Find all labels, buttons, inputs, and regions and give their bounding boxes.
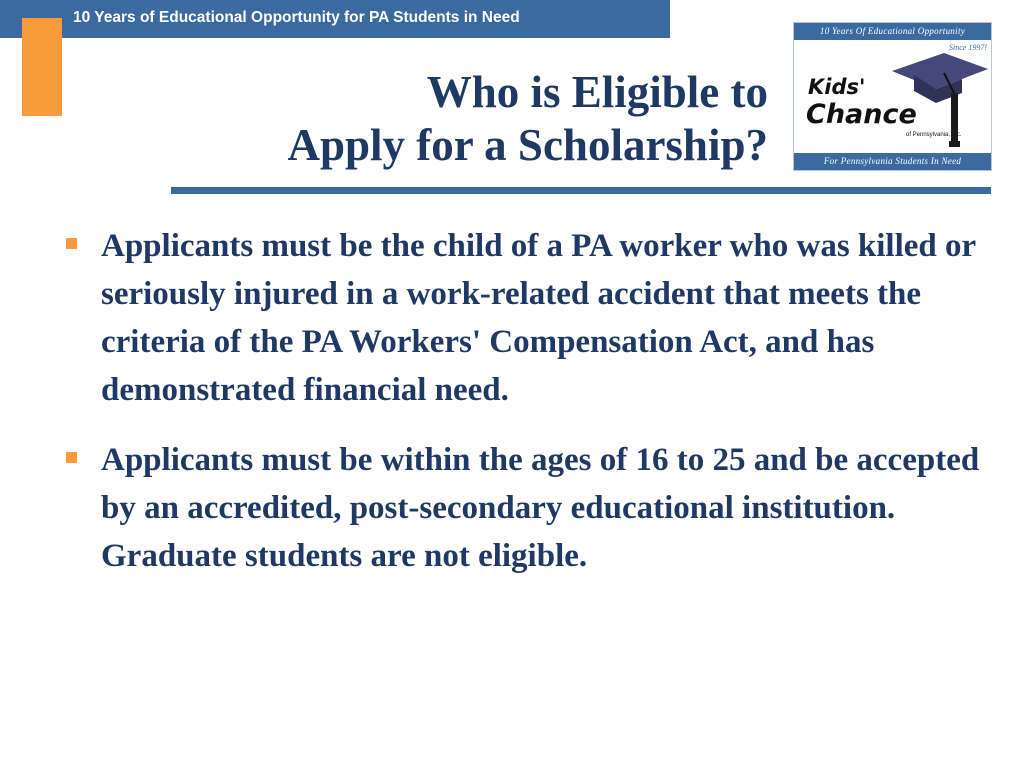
title-line-2: Apply for a Scholarship?: [287, 120, 768, 170]
kids-chance-logo: [793, 22, 992, 171]
bullet-list: [66, 222, 986, 602]
orange-accent-bar: [22, 18, 62, 116]
bullet-item: [66, 436, 986, 580]
bullet-square-icon: [66, 452, 77, 463]
title-line-1: Who is Eligible to: [426, 67, 768, 117]
logo-brand-line2: Chance: [806, 99, 917, 130]
top-banner: [0, 0, 670, 38]
logo-top-band: 10 Years Of Educational Opportunity: [794, 23, 991, 40]
logo-brand-line1: Kids': [808, 75, 866, 99]
graduation-cap-icon: [794, 23, 991, 170]
slide-title: [287, 66, 768, 172]
logo-subbrand: of Pennsylvania, Inc.: [906, 132, 962, 138]
title-divider: [171, 187, 991, 194]
bullet-square-icon: [66, 238, 77, 249]
bullet-text: Applicants must be within the ages of 16 to 25 and be accepted by an accredited, post-secondary educational institution. Graduate students are not eligible.: [101, 442, 980, 574]
bullet-item: [66, 222, 986, 414]
bullet-text: Applicants must be the child of a PA worker who was killed or seriously injured in a work-related accident that meets the criteria of the PA Workers' Compensation Act, and has demonstrated financial need.: [101, 228, 976, 408]
banner-text: 10 Years of Educational Opportunity for PA Students in Need: [73, 9, 520, 26]
logo-bottom-band: For Pennsylvania Students In Need: [794, 153, 991, 170]
logo-since-text: Since 1997!: [949, 43, 987, 52]
